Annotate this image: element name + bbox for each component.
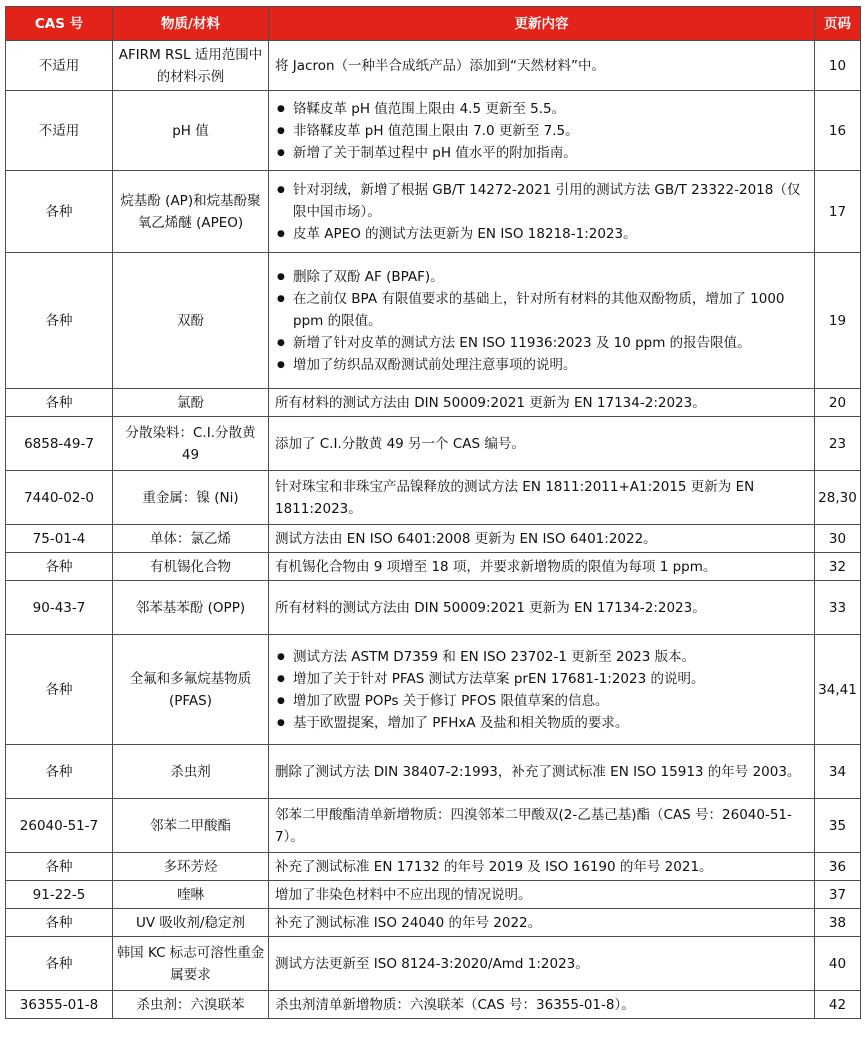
substance-cell: 多环芳烃: [113, 853, 269, 881]
table-row: [6, 91, 861, 171]
cas-cell: 7440-02-0: [6, 471, 113, 525]
bullet-item: ● 非铬鞣皮革 pH 值范围上限由 7.0 更新至 7.5。: [275, 120, 808, 142]
table-row: [6, 853, 861, 881]
cas-cell: 各种: [6, 937, 113, 991]
substance-cell: 分散染料：C.I.分散黄 49: [113, 417, 269, 471]
table-row: [6, 581, 861, 635]
content-cell: 增加了非染色材料中不应出现的情况说明。: [269, 881, 815, 909]
bullet-item: ● 测试方法 ASTM D7359 和 EN ISO 23702-1 更新至 2023 版本。: [275, 646, 808, 668]
table-row: [6, 471, 861, 525]
table-row: [6, 171, 861, 253]
page-cell: 40: [815, 937, 861, 991]
bullet-item: ● 针对羽绒，新增了根据 GB/T 14272-2021 引用的测试方法 GB/T 23322-2018（仅限中国市场）。: [275, 179, 808, 223]
table-row: [6, 41, 861, 91]
substance-cell: 烷基酚 (AP)和烷基酚聚氧乙烯醚 (APEO): [113, 171, 269, 253]
table-row: [6, 745, 861, 799]
content-cell: 针对珠宝和非珠宝产品镍释放的测试方法 EN 1811:2011+A1:2015 更新为 EN 1811:2023。: [269, 471, 815, 525]
substance-cell: pH 值: [113, 91, 269, 171]
cas-cell: 91-22-5: [6, 881, 113, 909]
cas-cell: 各种: [6, 253, 113, 389]
substance-cell: 邻苯二甲酸酯: [113, 799, 269, 853]
substance-cell: 有机锡化合物: [113, 553, 269, 581]
table-row: [6, 553, 861, 581]
content-cell: [269, 171, 815, 253]
substance-cell: 全氟和多氟烷基物质 (PFAS): [113, 635, 269, 745]
table-row: [6, 635, 861, 745]
header-row: [6, 7, 861, 41]
bullet-list: [275, 98, 808, 164]
table-row: [6, 417, 861, 471]
content-cell: 测试方法由 EN ISO 6401:2008 更新为 EN ISO 6401:2022。: [269, 525, 815, 553]
cas-cell: 各种: [6, 909, 113, 937]
table-row: [6, 799, 861, 853]
bullet-item: ● 增加了纺织品双酚测试前处理注意事项的说明。: [275, 354, 808, 376]
page-cell: 42: [815, 991, 861, 1019]
header-cas: CAS 号: [6, 7, 113, 41]
bullet-item: ● 基于欧盟提案，增加了 PFHxA 及盐和相关物质的要求。: [275, 712, 808, 734]
bullet-item: ● 新增了关于制革过程中 pH 值水平的附加指南。: [275, 142, 808, 164]
cas-cell: 各种: [6, 389, 113, 417]
cas-cell: 不适用: [6, 41, 113, 91]
content-cell: 所有材料的测试方法由 DIN 50009:2021 更新为 EN 17134-2:2023。: [269, 581, 815, 635]
page-cell: 34,41: [815, 635, 861, 745]
page-cell: 19: [815, 253, 861, 389]
substance-cell: 韩国 KC 标志可溶性重金属要求: [113, 937, 269, 991]
header-substance: 物质/材料: [113, 7, 269, 41]
bullet-item: ● 增加了关于针对 PFAS 测试方法草案 prEN 17681-1:2023 的说明。: [275, 668, 808, 690]
substance-cell: 杀虫剂: [113, 745, 269, 799]
content-cell: 添加了 C.I.分散黄 49 另一个 CAS 编号。: [269, 417, 815, 471]
content-cell: 所有材料的测试方法由 DIN 50009:2021 更新为 EN 17134-2:2023。: [269, 389, 815, 417]
cas-cell: 各种: [6, 635, 113, 745]
cas-cell: 各种: [6, 745, 113, 799]
bullet-list: [275, 179, 808, 245]
cas-cell: 各种: [6, 853, 113, 881]
content-cell: [269, 253, 815, 389]
cas-cell: 36355-01-8: [6, 991, 113, 1019]
page-cell: 28,30: [815, 471, 861, 525]
substance-cell: 重金属：镍 (Ni): [113, 471, 269, 525]
page-cell: 33: [815, 581, 861, 635]
cas-cell: 各种: [6, 171, 113, 253]
page-cell: 32: [815, 553, 861, 581]
page-cell: 16: [815, 91, 861, 171]
table-row: [6, 525, 861, 553]
bullet-item: ● 新增了针对皮革的测试方法 EN ISO 11936:2023 及 10 ppm 的报告限值。: [275, 332, 808, 354]
content-cell: 删除了测试方法 DIN 38407-2:1993，补充了测试标准 EN ISO 15913 的年号 2003。: [269, 745, 815, 799]
substance-cell: AFIRM RSL 适用范围中的材料示例: [113, 41, 269, 91]
cas-cell: 6858-49-7: [6, 417, 113, 471]
substance-cell: 氯酚: [113, 389, 269, 417]
content-cell: 有机锡化合物由 9 项增至 18 项，并要求新增物质的限值为每项 1 ppm。: [269, 553, 815, 581]
page-cell: 20: [815, 389, 861, 417]
content-cell: [269, 91, 815, 171]
page-cell: 37: [815, 881, 861, 909]
content-cell: 补充了测试标准 ISO 24040 的年号 2022。: [269, 909, 815, 937]
bullet-item: ● 铬鞣皮革 pH 值范围上限由 4.5 更新至 5.5。: [275, 98, 808, 120]
bullet-item: ● 增加了欧盟 POPs 关于修订 PFOS 限值草案的信息。: [275, 690, 808, 712]
page-cell: 23: [815, 417, 861, 471]
bullet-item: ● 删除了双酚 AF (BPAF)。: [275, 266, 808, 288]
bullet-list: [275, 266, 808, 376]
substance-cell: 杀虫剂：六溴联苯: [113, 991, 269, 1019]
page-cell: 36: [815, 853, 861, 881]
table-row: [6, 937, 861, 991]
substance-cell: 双酚: [113, 253, 269, 389]
cas-cell: 各种: [6, 553, 113, 581]
substance-cell: 邻苯基苯酚 (OPP): [113, 581, 269, 635]
table-row: [6, 991, 861, 1019]
page-cell: 30: [815, 525, 861, 553]
bullet-item: ● 在之前仅 BPA 有限值要求的基础上，针对所有材料的其他双酚物质，增加了 1000 ppm 的限值。: [275, 288, 808, 332]
header-content: 更新内容: [269, 7, 815, 41]
substance-cell: 单体：氯乙烯: [113, 525, 269, 553]
update-table: [5, 6, 861, 1019]
page-cell: 34: [815, 745, 861, 799]
cas-cell: 90-43-7: [6, 581, 113, 635]
content-cell: 补充了测试标准 EN 17132 的年号 2019 及 ISO 16190 的年号 2021。: [269, 853, 815, 881]
table-row: [6, 389, 861, 417]
header-page: 页码: [815, 7, 861, 41]
page-cell: 17: [815, 171, 861, 253]
content-cell: [269, 635, 815, 745]
page-cell: 35: [815, 799, 861, 853]
bullet-item: ● 皮革 APEO 的测试方法更新为 EN ISO 18218-1:2023。: [275, 223, 808, 245]
cas-cell: 75-01-4: [6, 525, 113, 553]
page-cell: 10: [815, 41, 861, 91]
content-cell: 邻苯二甲酸酯清单新增物质：四溴邻苯二甲酸双(2-乙基己基)酯（CAS 号：26040-51-7）。: [269, 799, 815, 853]
bullet-list: [275, 646, 808, 734]
content-cell: 将 Jacron（一种半合成纸产品）添加到“天然材料”中。: [269, 41, 815, 91]
table-row: [6, 253, 861, 389]
table-row: [6, 909, 861, 937]
cas-cell: 不适用: [6, 91, 113, 171]
content-cell: 杀虫剂清单新增物质：六溴联苯（CAS 号：36355-01-8）。: [269, 991, 815, 1019]
substance-cell: 喹啉: [113, 881, 269, 909]
substance-cell: UV 吸收剂/稳定剂: [113, 909, 269, 937]
cas-cell: 26040-51-7: [6, 799, 113, 853]
update-table-container: [5, 6, 860, 1019]
content-cell: 测试方法更新至 ISO 8124-3:2020/Amd 1:2023。: [269, 937, 815, 991]
table-row: [6, 881, 861, 909]
page-cell: 38: [815, 909, 861, 937]
